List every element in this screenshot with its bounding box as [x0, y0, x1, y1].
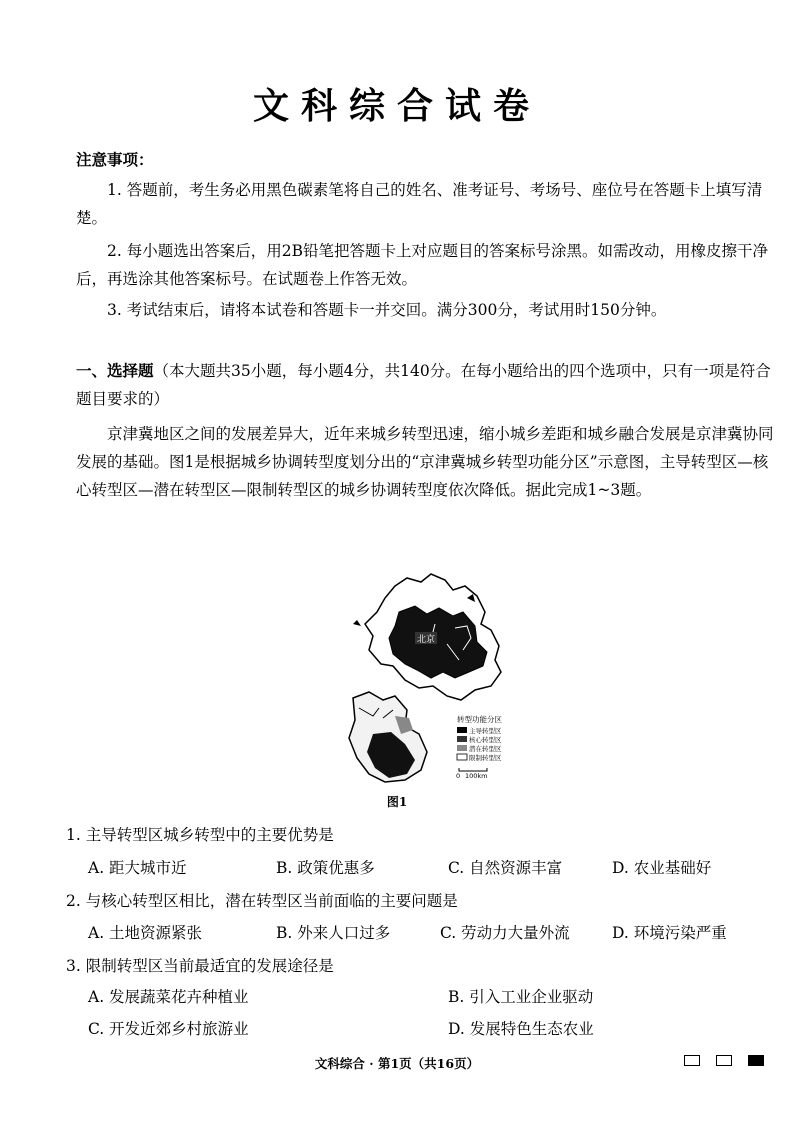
- section-description: （本大题共35小题，每小题4分，共140分。在每小题给出的四个选项中，只有一项是符合题目要求的）: [76, 362, 771, 408]
- q3-option-b: B. 引入工业企业驱动: [448, 988, 594, 1006]
- q2-option-d: D. 环境污染严重: [612, 924, 727, 942]
- notice-item-2: 2. 每小题选出答案后，用2B铅笔把答题卡上对应题目的答案标号涂黑。如需改动，用橡皮擦干净后，再选涂其他答案标号。在试题卷上作答无效。: [76, 242, 768, 288]
- scale-label: 100km: [465, 772, 488, 780]
- map-figure: [335, 568, 525, 790]
- legend-label-limited: 限制转型区: [469, 754, 502, 762]
- question-2-stem: 2. 与核心转型区相比，潜在转型区当前面临的主要问题是: [66, 892, 458, 910]
- scale-bar: [459, 768, 487, 771]
- q2-option-b: B. 外来人口过多: [276, 924, 391, 942]
- legend-label-dominant: 主导转型区: [469, 727, 502, 735]
- q1-option-a: A. 距大城市近: [88, 859, 187, 877]
- city-label: 北京: [417, 635, 436, 645]
- map-island: [353, 620, 361, 626]
- notice-item-3: 3. 考试结束后，请将本试卷和答题卡一并交回。满分300分，考试用时150分钟。: [107, 301, 667, 319]
- page-marker-box: [716, 1055, 732, 1066]
- q1-option-d: D. 农业基础好: [612, 859, 712, 877]
- question-1-stem: 1. 主导转型区城乡转型中的主要优势是: [66, 826, 334, 844]
- legend-label-potential: 潜在转型区: [469, 745, 502, 753]
- legend-swatch-limited: [457, 754, 467, 760]
- section-heading: [76, 357, 782, 413]
- scale-zero: 0: [456, 772, 461, 780]
- legend-title: 转型功能分区: [457, 715, 502, 724]
- legend-swatch-dominant: [457, 727, 467, 733]
- legend-swatch-potential: [457, 745, 467, 751]
- q3-option-a: A. 发展蔬菜花卉种植业: [88, 988, 249, 1006]
- figure-caption: 图1: [386, 795, 408, 809]
- page-title: 文科综合试卷: [252, 85, 541, 127]
- legend-label-core: 核心转型区: [469, 736, 502, 744]
- page-marker-box: [684, 1055, 700, 1066]
- q1-option-b: B. 政策优惠多: [276, 859, 375, 877]
- q1-option-c: C. 自然资源丰富: [448, 859, 563, 877]
- notice-item-1: 1. 答题前，考生务必用黑色碳素笔将自己的姓名、准考证号、考场号、座位号在答题卡上填写清楚。: [76, 181, 763, 227]
- page-footer: 文科综合 · 第1页（共16页）: [314, 1056, 480, 1071]
- notice-heading: 注意事项：: [76, 150, 154, 169]
- section-title: 一、选择题: [76, 361, 154, 380]
- passage: 京津冀地区之间的发展差异大，近年来城乡转型迅速，缩小城乡差距和城乡融合发展是京津冀协同发展的基础。图1是根据城乡协调转型度划分出的“京津冀城乡转型功能分区”示意图，主导转型区—核心转型区—潜在转型区—限制转型区的城乡协调转型度依次降低。据此完成1~3题。: [76, 425, 774, 499]
- legend-swatch-core: [457, 736, 467, 742]
- q2-option-a: A. 土地资源紧张: [88, 924, 203, 942]
- page-marker-box-filled: [748, 1055, 764, 1066]
- q3-option-d: D. 发展特色生态农业: [448, 1020, 594, 1038]
- question-3-stem: 3. 限制转型区当前最适宜的发展途径是: [66, 957, 334, 975]
- q2-option-c: C. 劳动力大量外流: [440, 924, 570, 942]
- q3-option-c: C. 开发近郊乡村旅游业: [88, 1020, 249, 1038]
